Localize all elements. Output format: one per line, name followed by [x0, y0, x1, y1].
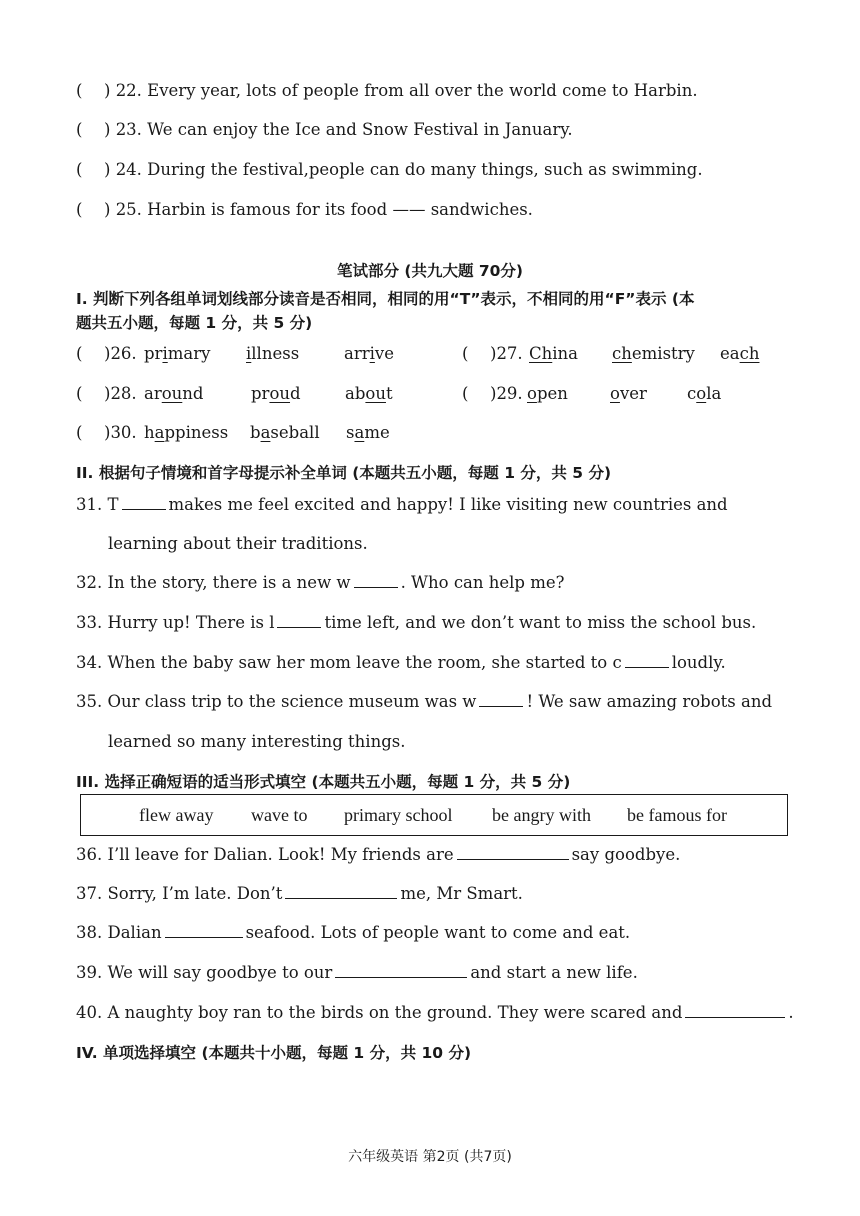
- question-text-tail: sandwiches.: [430, 200, 533, 219]
- question-number: 29.: [496, 384, 523, 403]
- question-27: [462, 344, 523, 363]
- section-4-title: IV. 单项选择填空 (本题共十小题，每题 1 分，共 10 分): [76, 1044, 472, 1062]
- phrase-option: flew away: [139, 805, 214, 825]
- word: same: [346, 423, 390, 442]
- question-35: 35. Our class trip to the science museum was w ! We saw amazing robots and: [76, 692, 773, 711]
- answer-blank[interactable]: [457, 844, 569, 860]
- phrase-option: be famous for: [627, 805, 727, 825]
- word: around: [144, 384, 204, 403]
- word: China: [529, 344, 579, 363]
- answer-paren-close: ): [104, 160, 111, 179]
- question-31-cont: learning about their traditions.: [108, 534, 368, 553]
- question-22: [76, 80, 698, 102]
- word: illness: [246, 344, 300, 363]
- section-2-title: II. 根据句子情境和首字母提示补全单词 (本题共五小题，每题 1 分，共 5 分): [76, 464, 612, 482]
- question-40: 40. A naughty boy ran to the birds on the ground. They were scared and .: [76, 1003, 794, 1022]
- question-29: [462, 384, 523, 403]
- question-36: 36. I’ll leave for Dalian. Look! My friends are say goodbye.: [76, 845, 681, 864]
- word: over: [610, 384, 647, 403]
- word: cola: [687, 384, 722, 403]
- question-37: 37. Sorry, I’m late. Don’t me, Mr Smart.: [76, 884, 523, 903]
- question-number: 26.: [110, 344, 137, 363]
- phrase-option: wave to: [251, 805, 308, 825]
- answer-blank[interactable]: [685, 1002, 785, 1018]
- answer-paren[interactable]: (: [76, 423, 83, 442]
- answer-blank[interactable]: [277, 612, 321, 628]
- question-28: [76, 384, 137, 403]
- word: open: [527, 384, 568, 403]
- answer-paren-close: ): [490, 344, 497, 363]
- answer-paren[interactable]: (: [76, 384, 83, 403]
- section-1-title-cont: 题共五小题，每题 1 分，共 5 分): [76, 314, 313, 332]
- question-35-cont: learned so many interesting things.: [108, 732, 406, 751]
- question-25: [76, 199, 533, 221]
- written-part-title: 笔试部分 (共九大题 70分): [336, 262, 524, 280]
- answer-paren-close: ): [104, 120, 111, 139]
- question-text: 24. During the festival,people can do many things, such as swimming.: [115, 160, 703, 179]
- question-number: 30.: [110, 423, 137, 442]
- word: about: [345, 384, 393, 403]
- phrase-option: be angry with: [492, 805, 591, 825]
- word: each: [720, 344, 760, 363]
- question-text: 22. Every year, lots of people from all over the world come to Harbin.: [115, 81, 698, 100]
- answer-paren-close: ): [104, 344, 111, 363]
- answer-paren-close: ): [104, 200, 111, 219]
- word: baseball: [250, 423, 320, 442]
- phrase-box: [80, 794, 788, 836]
- word: primary: [144, 344, 211, 363]
- answer-blank[interactable]: [122, 494, 166, 510]
- word: happiness: [144, 423, 229, 442]
- answer-blank[interactable]: [335, 962, 467, 978]
- answer-paren-close: ): [104, 384, 111, 403]
- answer-paren-close: ): [104, 81, 111, 100]
- answer-blank[interactable]: [165, 922, 243, 938]
- answer-blank[interactable]: [479, 691, 523, 707]
- question-text: 25. Harbin is famous for its food: [115, 200, 388, 219]
- section-3-title: III. 选择正确短语的适当形式填空 (本题共五小题，每题 1 分，共 5 分): [76, 773, 571, 791]
- question-39: 39. We will say goodbye to our and start a new life.: [76, 963, 638, 982]
- answer-paren[interactable]: (: [76, 200, 83, 219]
- question-38: 38. Dalian seafood. Lots of people want to come and eat.: [76, 923, 631, 942]
- question-number: 27.: [496, 344, 523, 363]
- dash: ——: [392, 200, 426, 219]
- answer-blank[interactable]: [354, 572, 398, 588]
- answer-paren-close: ): [490, 384, 497, 403]
- answer-paren[interactable]: (: [462, 384, 469, 403]
- question-23: [76, 119, 573, 141]
- question-number: 28.: [110, 384, 137, 403]
- answer-paren[interactable]: (: [76, 81, 83, 100]
- answer-blank[interactable]: [285, 883, 397, 899]
- question-33: 33. Hurry up! There is l time left, and we don’t want to miss the school bus.: [76, 613, 757, 632]
- answer-paren-close: ): [104, 423, 111, 442]
- question-32: 32. In the story, there is a new w . Who can help me?: [76, 573, 565, 592]
- question-26: [76, 344, 137, 363]
- section-1-title: I. 判断下列各组单词划线部分读音是否相同，相同的用“T”表示，不相同的用“F”表示 (本: [76, 290, 695, 308]
- word: arrive: [344, 344, 394, 363]
- answer-paren[interactable]: (: [76, 120, 83, 139]
- answer-blank[interactable]: [625, 652, 669, 668]
- question-31: 31. T makes me feel excited and happy! I like visiting new countries and: [76, 495, 728, 514]
- word: proud: [251, 384, 301, 403]
- question-34: 34. When the baby saw her mom leave the room, she started to c loudly.: [76, 653, 726, 672]
- page-footer: 六年级英语 第2页 (共7页): [348, 1149, 512, 1165]
- answer-paren[interactable]: (: [76, 160, 83, 179]
- phrase-option: primary school: [344, 805, 453, 825]
- question-24: [76, 159, 703, 181]
- word: chemistry: [612, 344, 695, 363]
- answer-paren[interactable]: (: [462, 344, 469, 363]
- answer-paren[interactable]: (: [76, 344, 83, 363]
- question-30: [76, 423, 137, 442]
- question-text: 23. We can enjoy the Ice and Snow Festival in January.: [115, 120, 573, 139]
